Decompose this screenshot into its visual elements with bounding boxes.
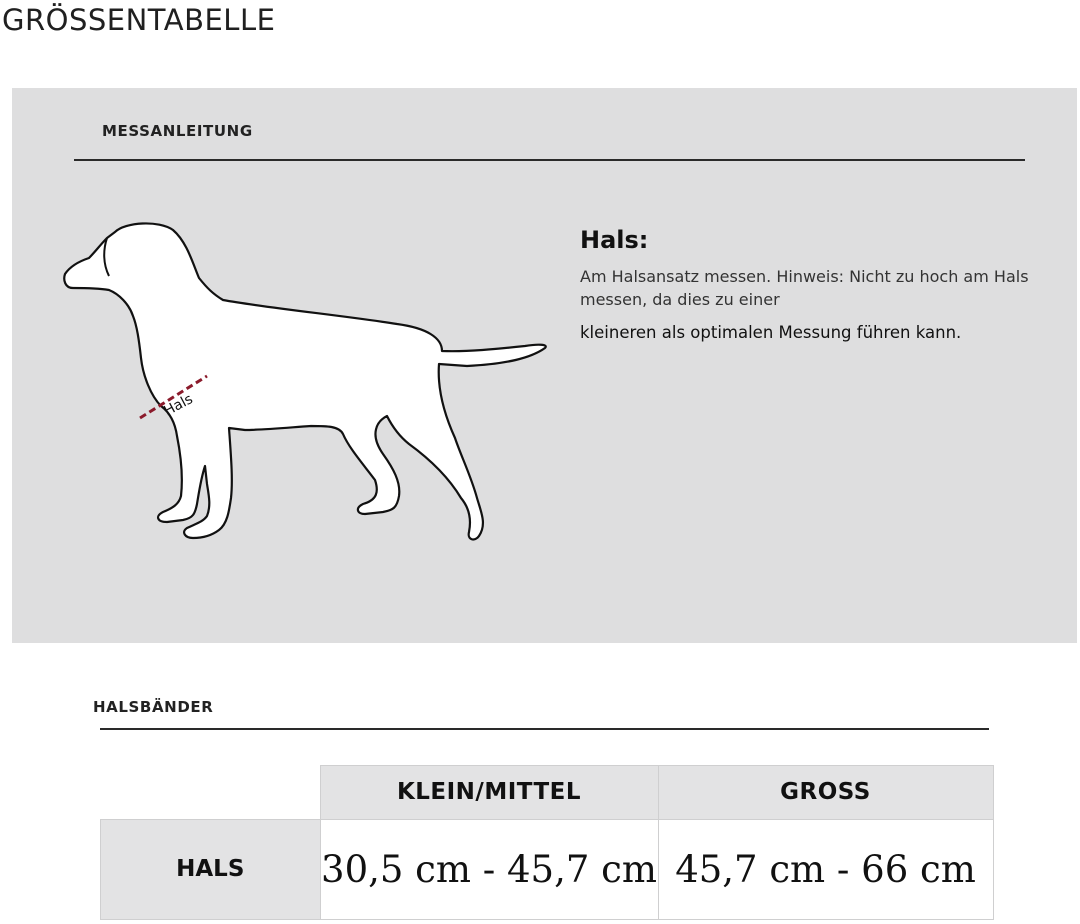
measure-neck-warning: kleineren als optimalen Messung führen kann. [580,323,962,342]
collar-size-table [100,765,994,920]
measuring-guide-divider [74,159,1025,161]
table-corner-cell [101,766,321,820]
column-header-small-medium: KLEIN/MITTEL [320,766,658,820]
neck-size-large: 45,7 cm - 66 cm [658,819,993,919]
measure-neck-title: Hals: [580,226,649,254]
neck-measurement-label: Hals [161,391,196,420]
measure-neck-instruction: Am Halsansatz messen. Hinweis: Nicht zu hoch am Hals messen, da dies zu einer [580,267,1029,309]
dog-outline [64,223,546,539]
neck-size-small-medium: 30,5 cm - 45,7 cm [320,819,658,919]
collars-heading: HALSBÄNDER [93,698,214,716]
measuring-guide-heading: MESSANLEITUNG [102,122,253,140]
column-header-large: GROSS [658,766,993,820]
dog-illustration [47,216,547,566]
measuring-guide-panel [12,88,1077,643]
collars-divider [100,728,989,730]
table-header-row [101,766,994,820]
page-title: GRÖSSENTABELLE [2,3,276,37]
row-header-neck: HALS [101,819,321,919]
table-row [101,819,994,919]
